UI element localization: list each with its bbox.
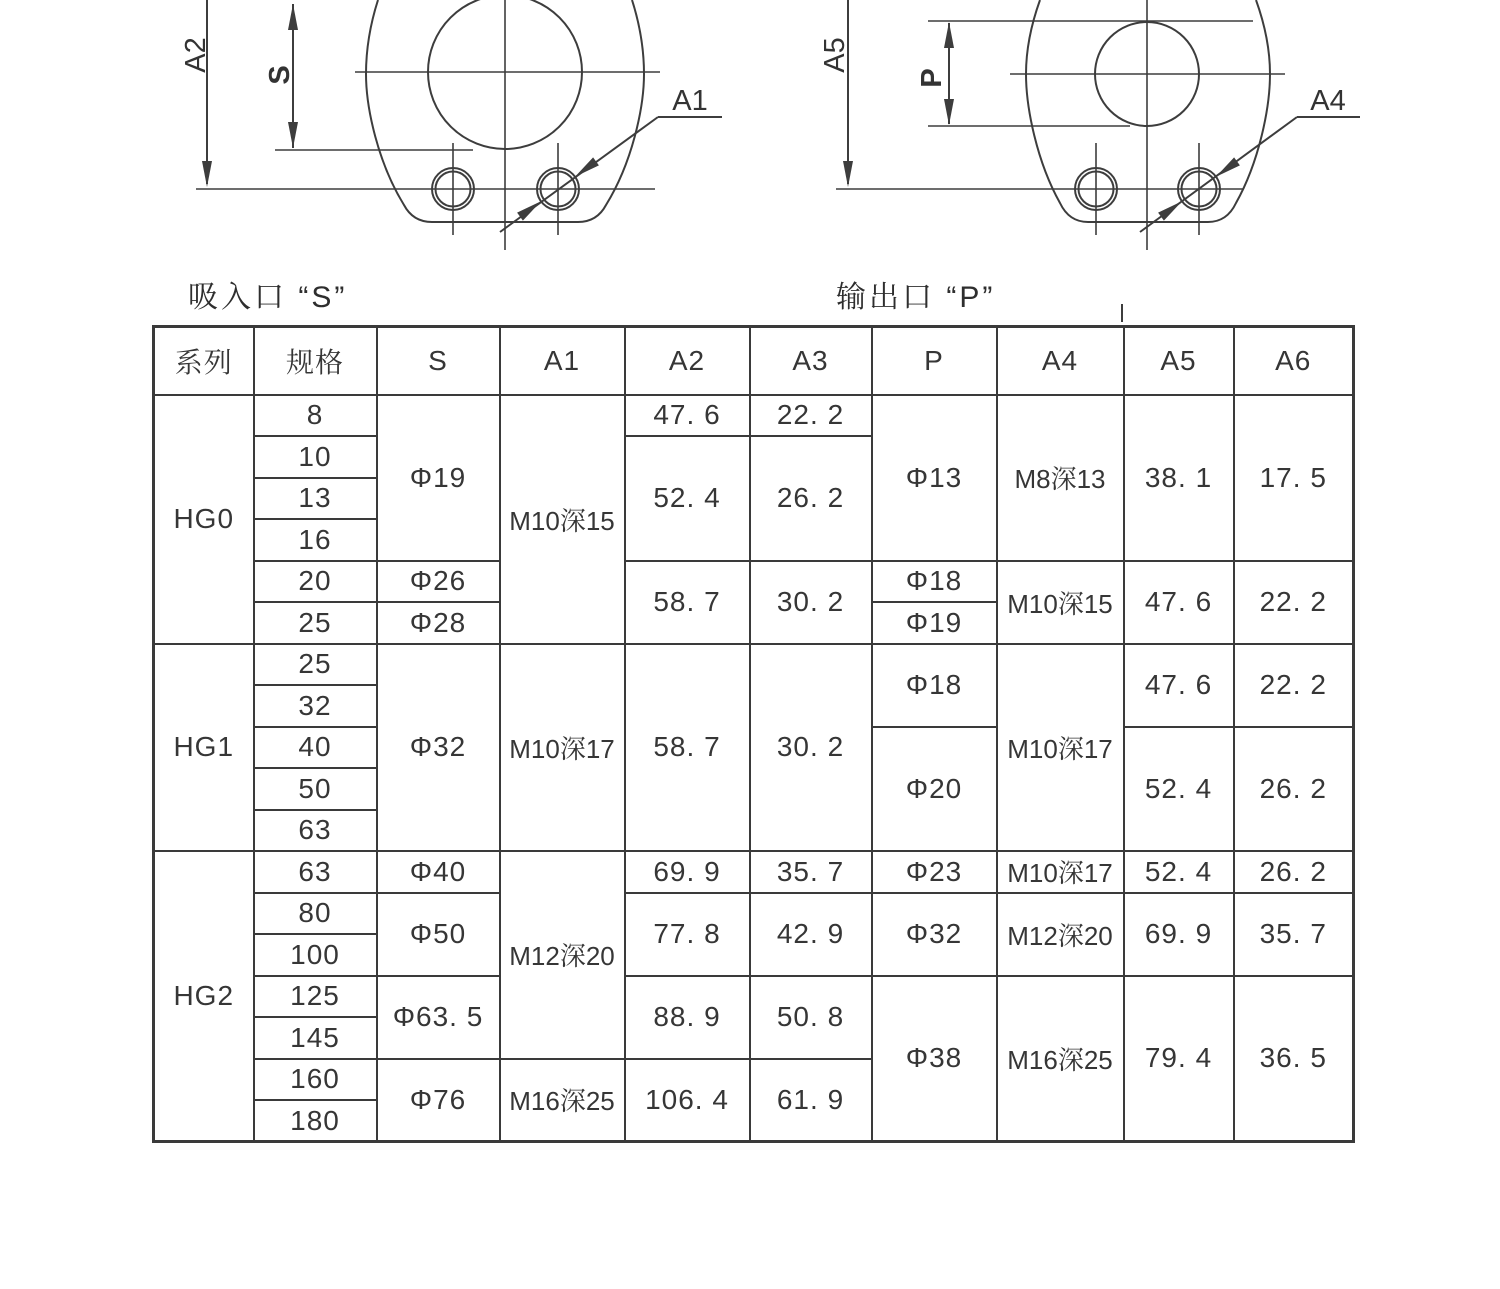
cell-规格-r3: 16 (254, 519, 377, 561)
cell-P-r12: Φ32 (872, 893, 997, 976)
cell-A6-r12: 35. 7 (1234, 893, 1354, 976)
cell-A3-r16: 61. 9 (750, 1059, 872, 1142)
cell-规格-r9: 50 (254, 768, 377, 810)
cell-S-r12: Φ50 (377, 893, 500, 976)
header-row (154, 327, 1354, 395)
cell-A2-r6: 58. 7 (625, 644, 750, 852)
cell-A5-r6: 47. 6 (1124, 644, 1234, 727)
cell-A5-r4: 47. 6 (1124, 561, 1234, 644)
cell-A3-r6: 30. 2 (750, 644, 872, 852)
cell-A5-r8: 52. 4 (1124, 727, 1234, 852)
cell-A5-r0: 38. 1 (1124, 395, 1234, 561)
cell-A1-r6: M10深17 (500, 644, 625, 852)
column-header-A6: A6 (1234, 327, 1354, 395)
cell-A3-r1: 26. 2 (750, 436, 872, 561)
cell-规格-r6: 25 (254, 644, 377, 686)
cell-A3-r14: 50. 8 (750, 976, 872, 1059)
column-header-系列: 系列 (154, 327, 254, 395)
cell-A5-r11: 52. 4 (1124, 851, 1234, 893)
cell-A3-r12: 42. 9 (750, 893, 872, 976)
cell-规格-r17: 180 (254, 1100, 377, 1142)
centerlines (196, 0, 660, 250)
cell-规格-r13: 100 (254, 934, 377, 976)
table-row (154, 893, 1354, 935)
cell-P-r5: Φ19 (872, 602, 997, 644)
cell-A2-r12: 77. 8 (625, 893, 750, 976)
cell-A6-r4: 22. 2 (1234, 561, 1354, 644)
column-header-A4: A4 (997, 327, 1124, 395)
cell-A6-r14: 36. 5 (1234, 976, 1354, 1142)
cell-A6-r6: 22. 2 (1234, 644, 1354, 727)
cell-系列-r11: HG2 (154, 851, 254, 1142)
cell-A4-r12: M12深20 (997, 893, 1124, 976)
cell-规格-r0: 8 (254, 395, 377, 437)
spec-table (152, 325, 1355, 1143)
cell-S-r11: Φ40 (377, 851, 500, 893)
cell-A3-r4: 30. 2 (750, 561, 872, 644)
cell-系列-r0: HG0 (154, 395, 254, 644)
column-header-A1: A1 (500, 327, 625, 395)
cell-P-r11: Φ23 (872, 851, 997, 893)
cell-规格-r1: 10 (254, 436, 377, 478)
cell-规格-r4: 20 (254, 561, 377, 603)
cell-A4-r4: M10深15 (997, 561, 1124, 644)
suction-port-caption: 吸入口 “S” (188, 281, 348, 314)
cell-S-r14: Φ63. 5 (377, 976, 500, 1059)
cell-系列-r6: HG1 (154, 644, 254, 852)
cell-P-r0: Φ13 (872, 395, 997, 561)
output-port-drawing (836, 0, 1360, 250)
dim-label-s: S (264, 65, 296, 85)
cell-规格-r7: 32 (254, 685, 377, 727)
table-row (154, 644, 1354, 686)
dim-label-a2: A2 (180, 37, 212, 73)
table-row (154, 851, 1354, 893)
cell-A2-r16: 106. 4 (625, 1059, 750, 1142)
cell-S-r6: Φ32 (377, 644, 500, 852)
cell-S-r5: Φ28 (377, 602, 500, 644)
callout-a1-leader (500, 117, 722, 232)
cell-A2-r4: 58. 7 (625, 561, 750, 644)
cell-A6-r0: 17. 5 (1234, 395, 1354, 561)
cell-规格-r15: 145 (254, 1017, 377, 1059)
column-header-S: S (377, 327, 500, 395)
cell-规格-r10: 63 (254, 810, 377, 852)
cell-A6-r8: 26. 2 (1234, 727, 1354, 852)
output-port-caption: 输出口 “P” (836, 281, 996, 314)
cell-S-r0: Φ19 (377, 395, 500, 561)
cell-规格-r14: 125 (254, 976, 377, 1018)
cell-A4-r14: M16深25 (997, 976, 1124, 1142)
cell-A2-r14: 88. 9 (625, 976, 750, 1059)
cell-A6-r11: 26. 2 (1234, 851, 1354, 893)
column-header-A5: A5 (1124, 327, 1234, 395)
cell-A4-r6: M10深17 (997, 644, 1124, 852)
centerlines (836, 0, 1285, 250)
cell-A2-r11: 69. 9 (625, 851, 750, 893)
suction-port-drawing (196, 0, 722, 250)
cell-S-r16: Φ76 (377, 1059, 500, 1142)
cell-A1-r0: M10深15 (500, 395, 625, 644)
column-header-规格: 规格 (254, 327, 377, 395)
cell-规格-r16: 160 (254, 1059, 377, 1101)
cell-规格-r11: 63 (254, 851, 377, 893)
cell-规格-r5: 25 (254, 602, 377, 644)
cell-规格-r2: 13 (254, 478, 377, 520)
dim-label-a5: A5 (819, 37, 851, 73)
cell-P-r6: Φ18 (872, 644, 997, 727)
cell-规格-r12: 80 (254, 893, 377, 935)
dim-label-p: P (916, 68, 948, 88)
dimension-a5 (843, 0, 853, 187)
table-row (154, 561, 1354, 603)
cell-P-r14: Φ38 (872, 976, 997, 1142)
callout-label-a1: A1 (672, 85, 708, 117)
cell-A3-r11: 35. 7 (750, 851, 872, 893)
callout-label-a4: A4 (1310, 85, 1346, 117)
column-header-A2: A2 (625, 327, 750, 395)
cell-规格-r8: 40 (254, 727, 377, 769)
cell-A5-r14: 79. 4 (1124, 976, 1234, 1142)
table-row (154, 395, 1354, 437)
cell-A5-r12: 69. 9 (1124, 893, 1234, 976)
cell-A3-r0: 22. 2 (750, 395, 872, 437)
cell-A4-r11: M10深17 (997, 851, 1124, 893)
dimension-a2 (202, 0, 212, 187)
cell-P-r4: Φ18 (872, 561, 997, 603)
cell-A2-r0: 47. 6 (625, 395, 750, 437)
cell-A1-r16: M16深25 (500, 1059, 625, 1142)
cell-S-r4: Φ26 (377, 561, 500, 603)
cell-P-r8: Φ20 (872, 727, 997, 852)
column-header-A3: A3 (750, 327, 872, 395)
cell-A4-r0: M8深13 (997, 395, 1124, 561)
table-row (154, 976, 1354, 1018)
cell-A1-r11: M12深20 (500, 851, 625, 1059)
column-header-P: P (872, 327, 997, 395)
cell-A2-r1: 52. 4 (625, 436, 750, 561)
